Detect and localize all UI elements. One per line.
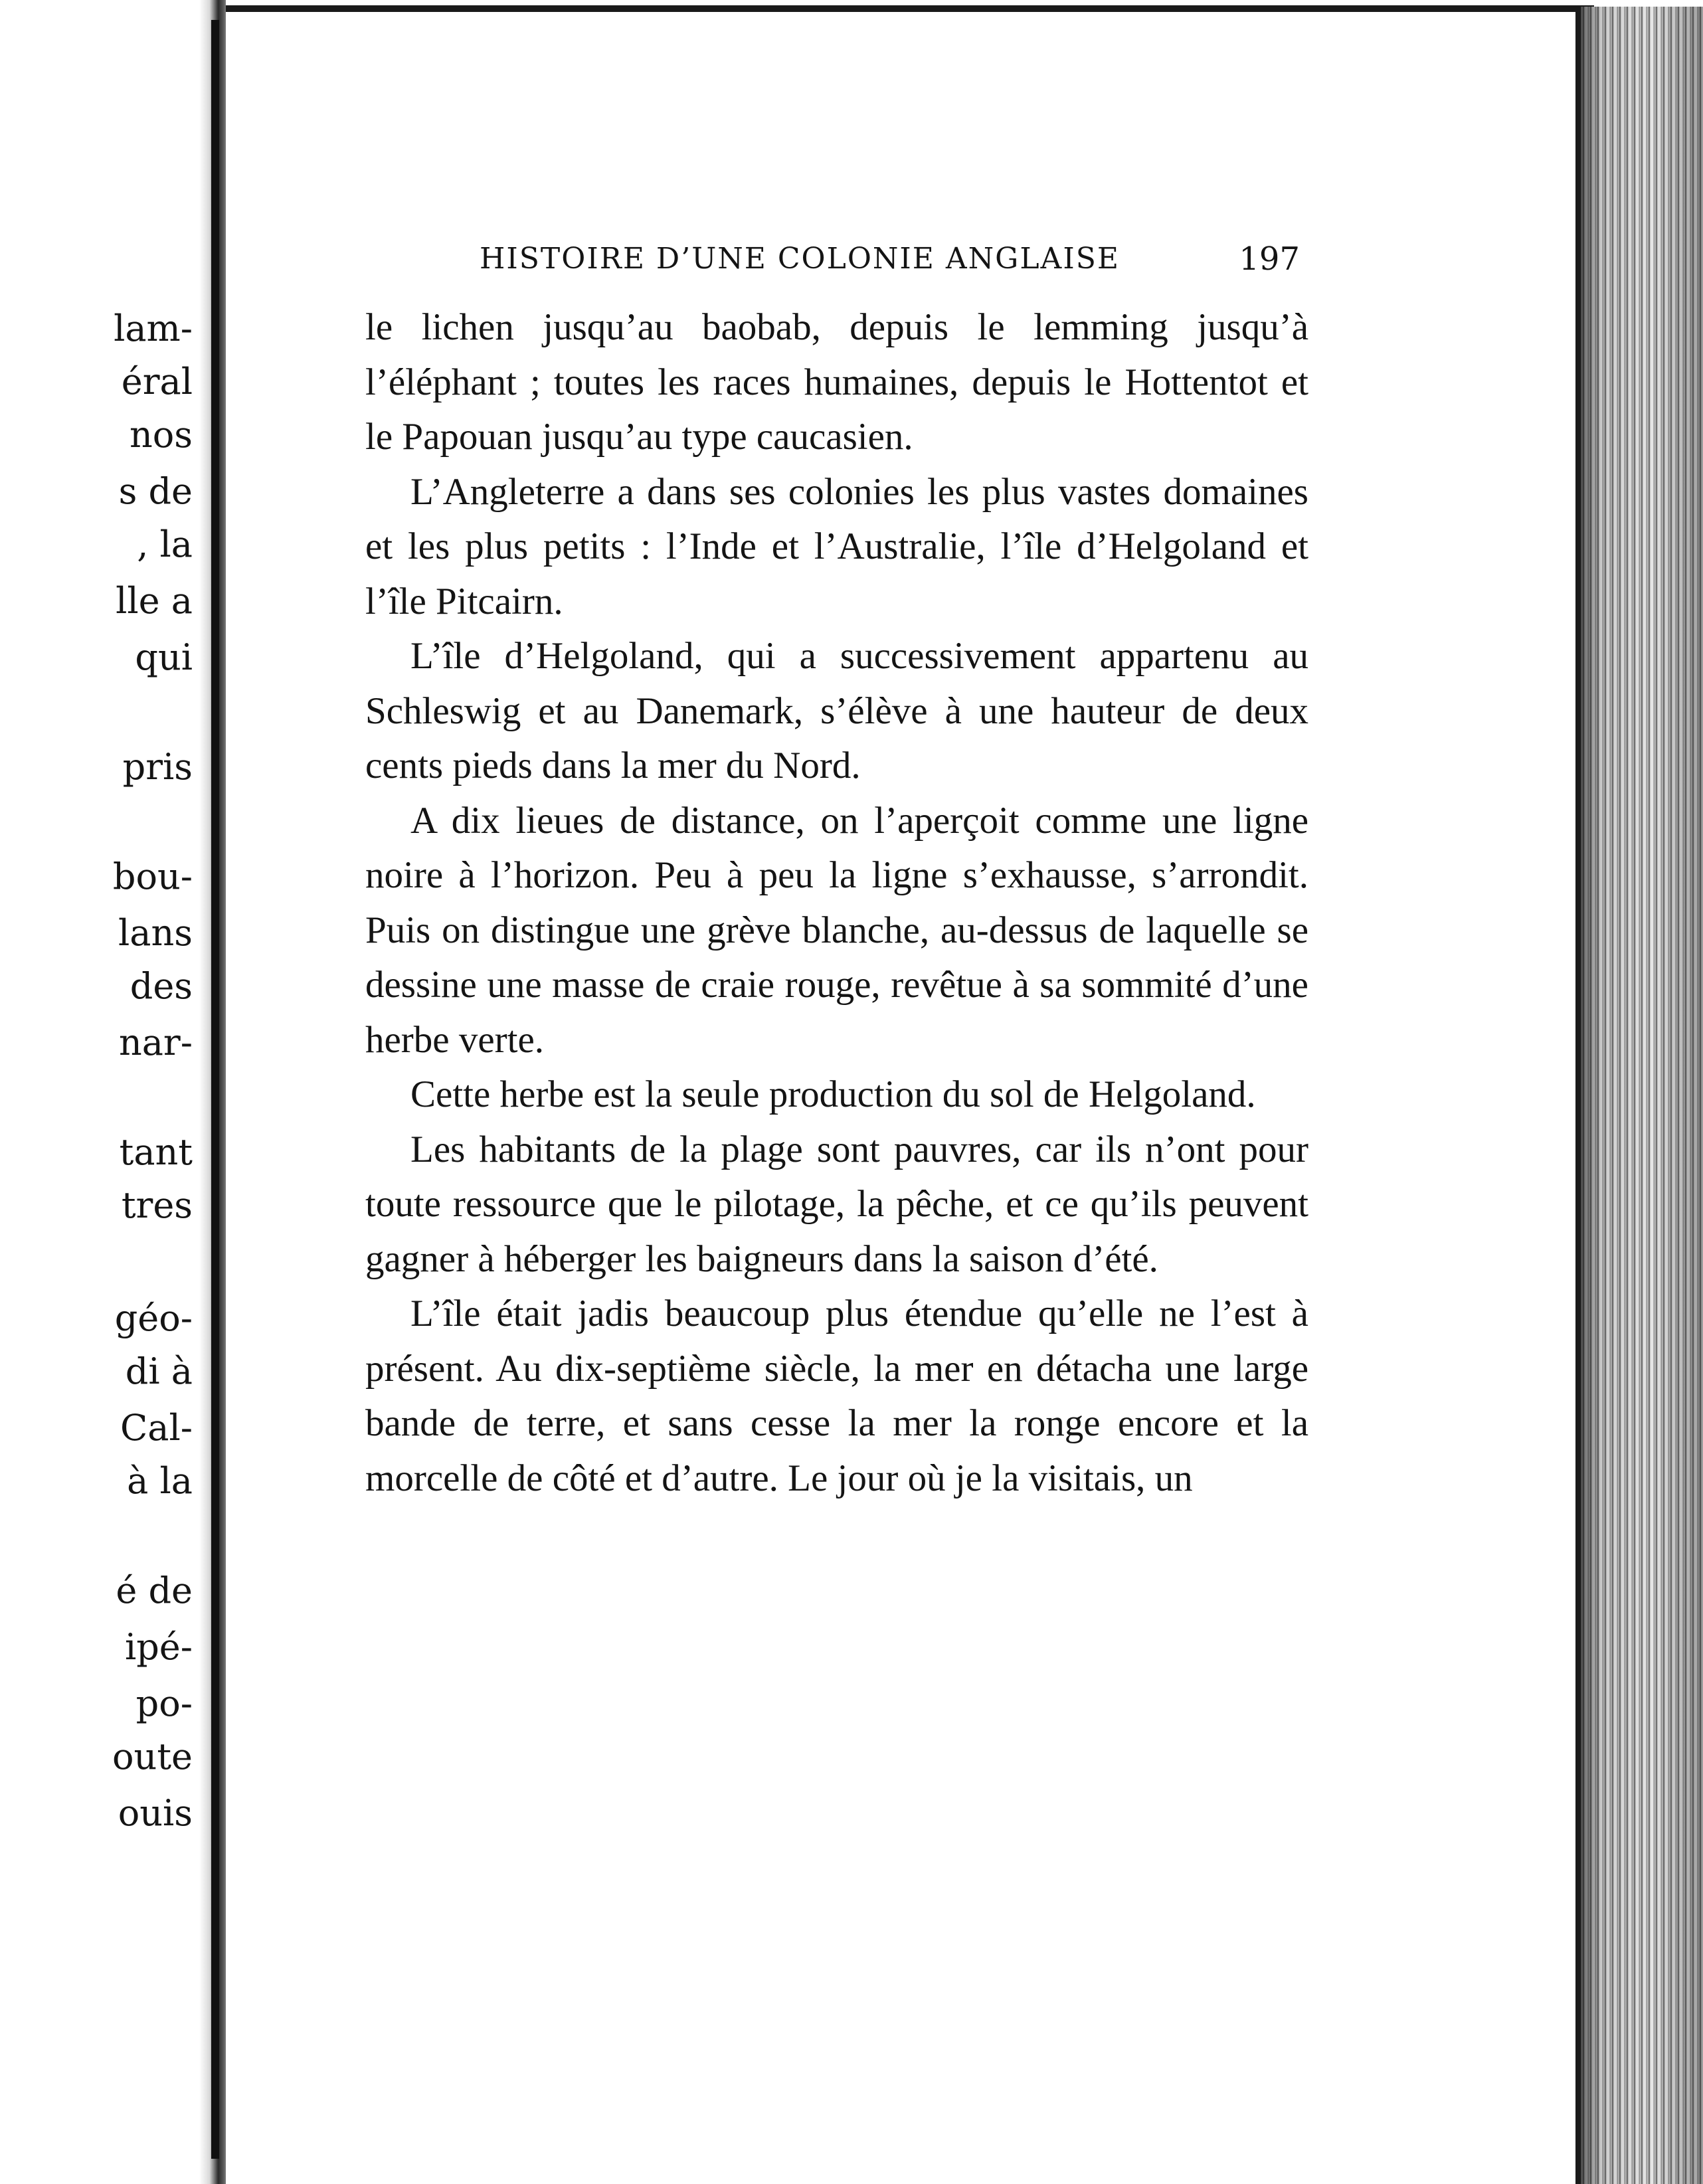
left-line: po- [135,1683,193,1724]
left-line: Cal- [120,1407,193,1449]
body-text [365,300,1308,1506]
left-line: des [130,965,193,1007]
running-head [480,239,1300,279]
left-line: nar- [118,1022,193,1063]
binding-shadow [211,20,219,2159]
page-edges-shadow [1577,7,1703,2184]
left-line: tres [121,1184,193,1226]
left-line: géo- [114,1297,193,1339]
left-line: qui [135,636,193,678]
left-line: di à [125,1350,193,1392]
page-number: 197 [1239,240,1300,278]
left-line: à la [127,1460,193,1502]
left-line: , la [137,523,193,565]
page-edge-border [1575,7,1581,2184]
left-page-fragment [0,0,211,2184]
left-line: lle a [116,580,193,622]
left-line: oute [112,1736,193,1777]
paragraph: le lichen jusqu’au baobab, depuis le lemming jusqu’à l’éléphant ; toutes les races humaines, depuis le Hottentot et le Papouan jusqu’au type caucasien. [365,306,1308,458]
left-line: tant [119,1131,193,1173]
paragraph: Les habitants de la plage sont pauvres, car ils n’ont pour toute ressource que le pilotage, la pêche, et ce qu’ils peuvent gagner à héberger les baigneurs dans la saison d’été. [365,1128,1308,1280]
paragraph: L’île d’Helgoland, qui a successivement appartenu au Schleswig et au Danemark, s’élève à une hauteur de deux cents pieds dans la mer du Nord. [365,635,1308,786]
left-line: lans [118,912,193,954]
paragraph: L’île était jadis beaucoup plus étendue qu’elle ne l’est à présent. Au dix-septième siècle, la mer en détacha une large bande de terre, et sans cesse la mer la ronge encore et la morcelle de côté et d’autre. Le jour où je la visitais, un [365,1293,1308,1499]
left-line: s de [118,470,193,512]
page-top-edge [226,5,1594,12]
left-line: bou- [112,856,193,897]
left-line: é de [116,1570,193,1611]
left-line: lam- [114,308,193,349]
left-line: éral [121,361,193,403]
left-line: pris [122,746,193,788]
paragraph: Cette herbe est la seule production du sol de Helgoland. [410,1073,1256,1115]
left-line: ipé- [124,1626,193,1668]
left-line: nos [129,414,193,456]
paragraph: A dix lieues de distance, on l’aperçoit comme une ligne noire à l’horizon. Peu à peu la ligne s’exhausse, s’arrondit. Puis on distingue une grève blanche, au-dessus de laquelle se dessine une masse de craie rouge, revêtue à sa sommité d’une herbe verte. [365,799,1308,1061]
left-line: ouis [118,1792,193,1834]
running-title: HISTOIRE D’UNE COLONIE ANGLAISE [480,242,1120,276]
paragraph: L’Angleterre a dans ses colonies les plus vastes domaines et les plus petits : l’Inde et l’Australie, l’île d’Helgoland et l’île Pitcairn. [365,470,1308,622]
